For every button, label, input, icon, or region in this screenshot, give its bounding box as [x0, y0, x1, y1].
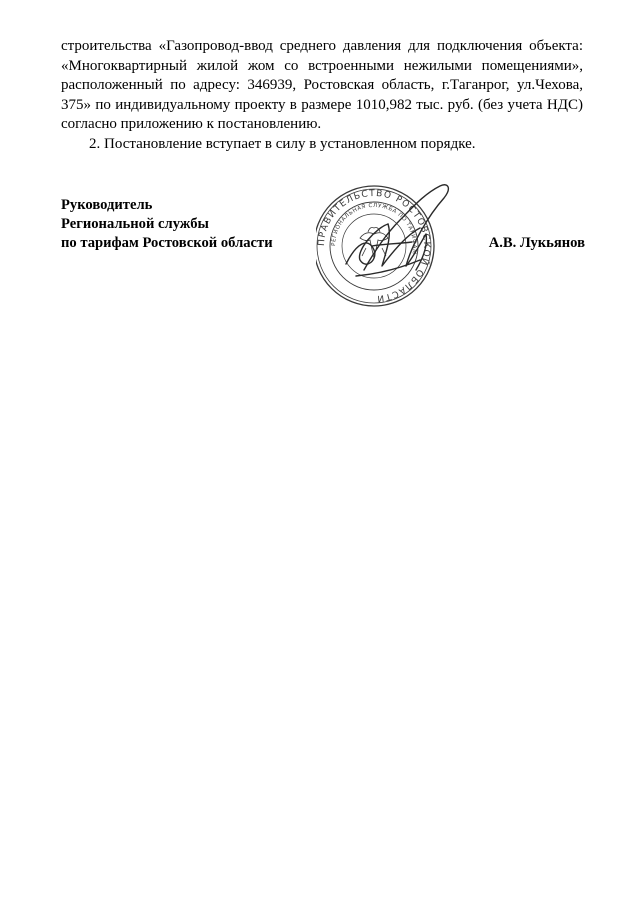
signature-block	[61, 188, 585, 306]
document-body	[61, 37, 583, 154]
signer-position	[61, 196, 273, 253]
signer-position-line-2: Региональной службы	[61, 216, 209, 232]
paragraph-item-2: 2. Постановление вступает в силу в установленном порядке.	[89, 135, 476, 152]
paragraph-continuation: строительства «Газопровод-ввод среднего давления для подключения объекта: «Многоквартирный жилой жом со встроенными нежилыми помещениями», расположенный по адресу: 346939, Ростовская область, г.Таганрог, ул.Чехова, 375» по индивидуальному проекту в размере 1010,982 тыс. руб. (без учета НДС) согласно приложению к постановлению.	[61, 38, 583, 132]
signer-position-line-3: по тарифам Ростовской области	[61, 235, 273, 251]
signer-position-line-1: Руководитель	[61, 197, 153, 213]
seal-inner-lettering: РЕГИОНАЛЬНАЯ СЛУЖБА ПО ТАРИФАМ	[330, 202, 418, 255]
signer-name: А.В. Лукьянов	[488, 235, 585, 251]
official-seal-with-signature	[316, 174, 496, 314]
seal-outer-lettering: ПРАВИТЕЛЬСТВО РОСТОВСКОЙ ОБЛАСТИ	[316, 188, 432, 304]
